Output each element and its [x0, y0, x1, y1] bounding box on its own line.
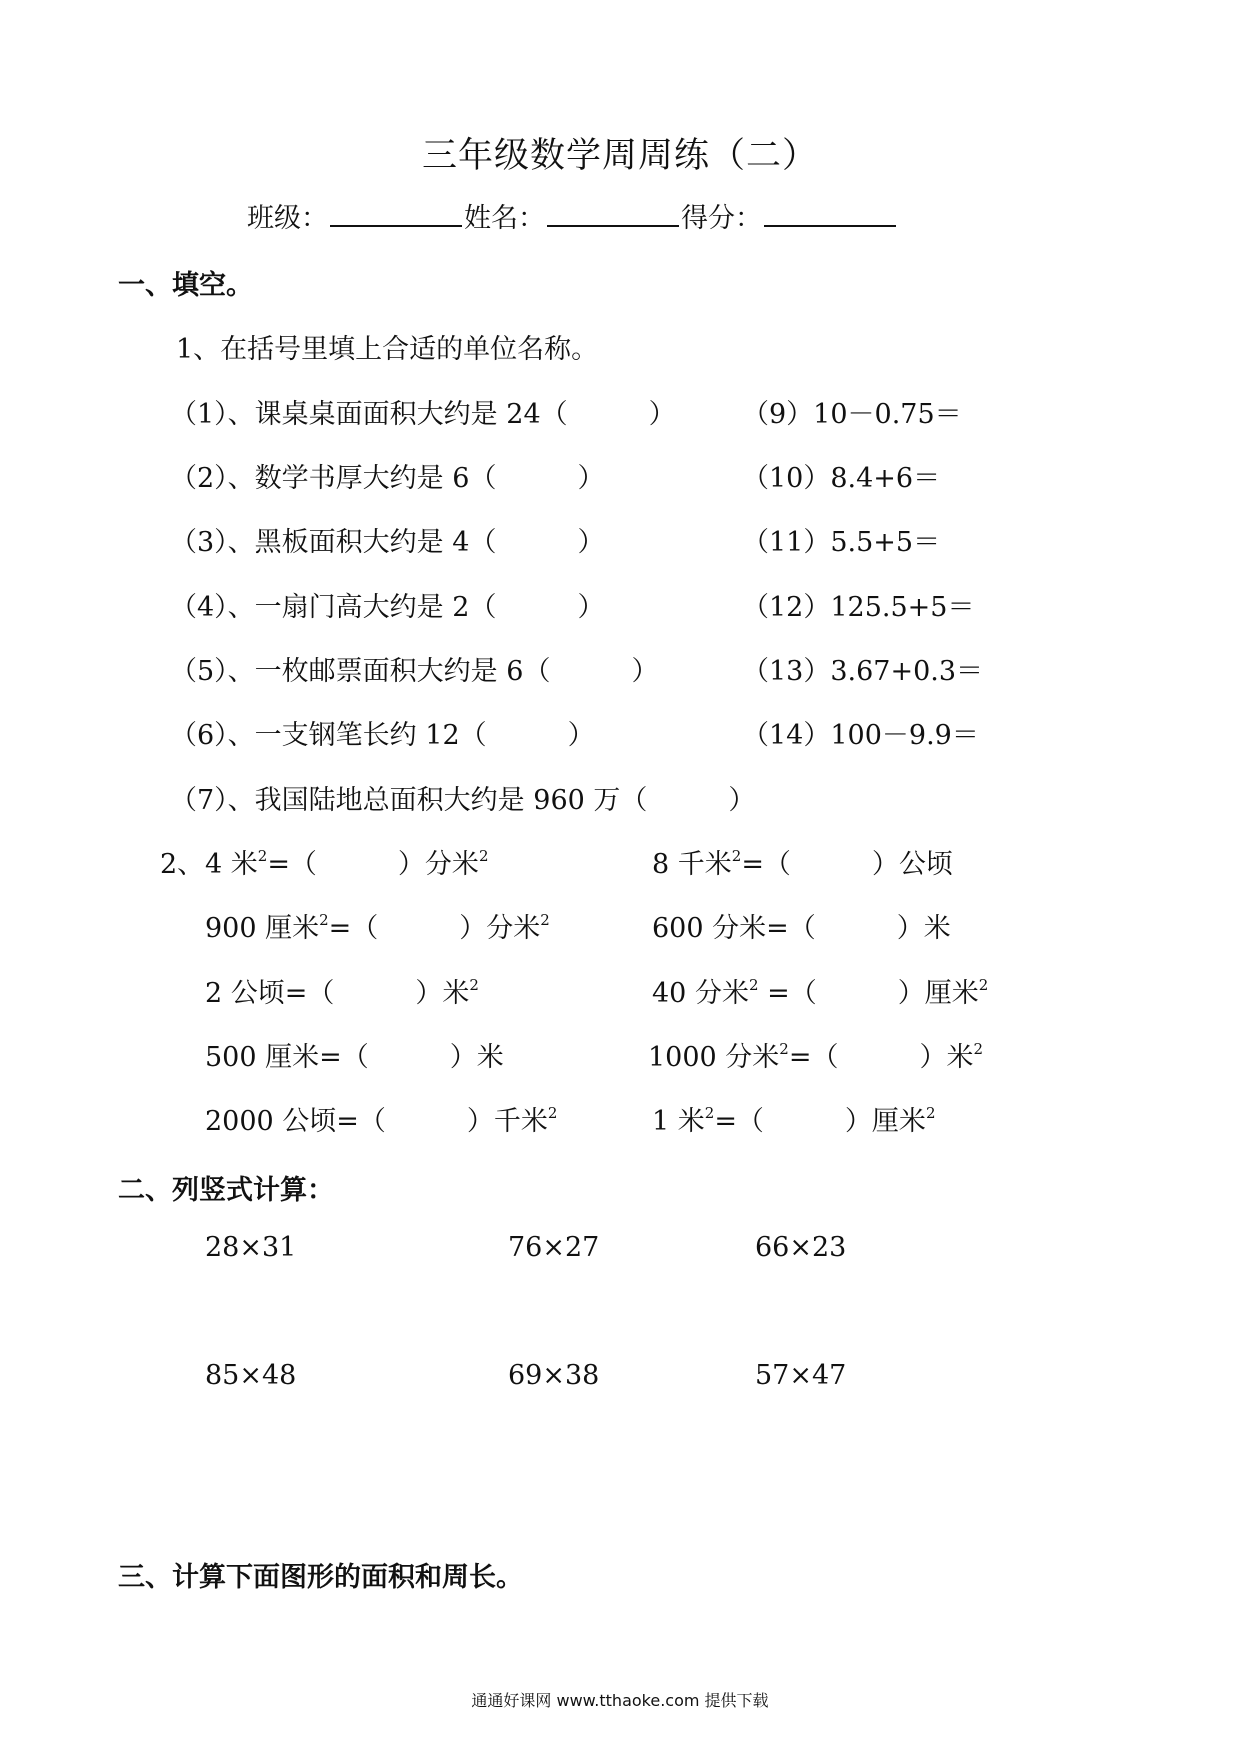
calc-item: （14）100－9.9＝ [742, 720, 979, 751]
q1-item: （1）、课桌桌面面积大约是 24（ ） [170, 399, 676, 430]
class-label: 班级： [247, 203, 328, 234]
conversion-left: 900 厘米$^2$=（ ）分米$^2$ [205, 911, 550, 944]
calc-problem: 85×48 [205, 1360, 297, 1391]
conversion-left: 500 厘米=（ ）米 [205, 1042, 504, 1073]
conversion-left: 2000 公顷=（ ）千米$^2$ [205, 1104, 558, 1137]
conversion-right: 40 分米$^2$ =（ ）厘米$^2$ [652, 976, 989, 1009]
name-label: 姓名： [464, 203, 545, 234]
q1-item: （2）、数学书厚大约是 6（ ） [170, 463, 605, 494]
score-label: 得分： [681, 203, 762, 234]
footer-note: 通通好课网 www.tthaoke.com 提供下载 [471, 1691, 769, 1710]
calc-item: （9）10－0.75＝ [742, 399, 962, 430]
q1-item: （6）、一支钢笔长约 12（ ） [170, 720, 595, 751]
calc-item: （13）3.67+0.3＝ [742, 656, 984, 687]
calc-problem: 69×38 [508, 1360, 600, 1391]
conversion-right: 600 分米=（ ）米 [652, 913, 951, 944]
section3-heading: 三、计算下面图形的面积和周长。 [118, 1562, 523, 1593]
calc-problem: 28×31 [205, 1232, 297, 1263]
q2-number: 2、 [160, 849, 205, 880]
conversion-right: 8 千米$^2$=（ ）公顷 [652, 847, 953, 880]
score-blank[interactable] [764, 199, 896, 227]
section2-heading: 二、列竖式计算： [118, 1175, 334, 1206]
conversion-left: 4 米$^2$=（ ）分米$^2$ [205, 847, 489, 880]
calc-problem: 76×27 [508, 1232, 600, 1263]
q1-item: （3）、黑板面积大约是 4（ ） [170, 527, 605, 558]
page-title: 三年级数学周周练（二） [421, 136, 818, 176]
calc-problem: 66×23 [755, 1232, 847, 1263]
calc-item: （11）5.5+5＝ [742, 527, 941, 558]
q1-intro: 1、在括号里填上合适的单位名称。 [176, 334, 599, 365]
q1-item: （4）、一扇门高大约是 2（ ） [170, 592, 605, 623]
conversion-left: 2 公顷=（ ）米$^2$ [205, 976, 479, 1009]
calc-item: （10）8.4+6＝ [742, 463, 941, 494]
conversion-right: 1 米$^2$=（ ）厘米$^2$ [652, 1104, 936, 1137]
q1-item: （5）、一枚邮票面积大约是 6（ ） [170, 656, 659, 687]
class-blank[interactable] [330, 199, 462, 227]
calc-item: （12）125.5+5＝ [742, 592, 975, 623]
q1-item: （7）、我国陆地总面积大约是 960 万（ ） [170, 785, 756, 816]
section1-heading: 一、填空。 [118, 270, 253, 301]
student-info-line [247, 196, 898, 235]
calc-problem: 57×47 [755, 1360, 847, 1391]
conversion-right: 1000 分米$^2$=（ ）米$^2$ [648, 1040, 984, 1073]
name-blank[interactable] [547, 199, 679, 227]
